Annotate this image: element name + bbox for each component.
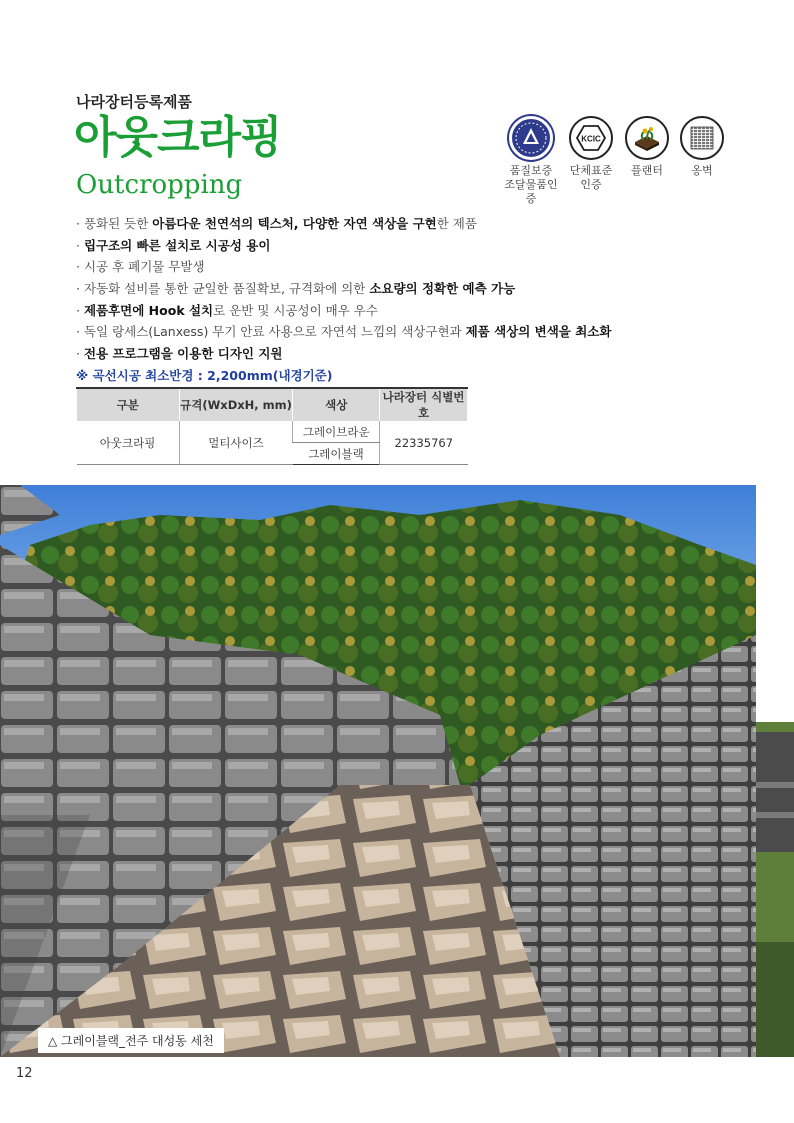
cert-retaining-wall-label: 옹벽 <box>691 164 713 177</box>
feature-list <box>76 213 676 387</box>
table-header-row <box>77 388 468 421</box>
spec-table <box>76 387 468 465</box>
planter-icon <box>625 116 669 160</box>
cert-quality <box>500 116 562 206</box>
retaining-wall-icon <box>680 116 724 160</box>
secondary-photo <box>756 722 794 1057</box>
color-cell: 그레이브라운 <box>293 421 380 443</box>
curve-radius-note: ※ 곡선시공 최소반경 : 2,200mm(내경기준) <box>76 367 333 383</box>
cert-planter <box>620 116 674 178</box>
category-subtitle: 나라장터등록제품 <box>76 93 192 111</box>
product-title-korean: 아웃크라핑 <box>74 112 282 163</box>
feature-item: · 풍화된 듯한 아름다운 천연석의 텍스처, 다양한 자연 색상을 구현한 제품 <box>76 216 477 231</box>
table-header: 규격(WxDxH, mm) <box>179 388 293 421</box>
feature-item: · 시공 후 폐기물 무발생 <box>76 259 205 275</box>
feature-item: · 제품후면에 Hook 설치로 운반 및 시공성이 매우 우수 <box>76 302 378 318</box>
feature-item: · 전용 프로그램을 이용한 디자인 지원 <box>76 346 283 362</box>
installation-photo <box>0 485 756 1057</box>
cert-quality-label-2: 조달물품인증 <box>504 178 558 205</box>
table-header: 색상 <box>293 388 380 421</box>
quality-cert-icon <box>509 116 553 160</box>
cert-standard-label-2: 인증 <box>580 178 602 191</box>
cert-quality-label-1: 품질보증 <box>509 164 553 177</box>
product-name-cell: 아웃크라핑 <box>77 421 180 465</box>
photo-caption: △ 그레이블랙_전주 대성동 세천 <box>38 1028 224 1053</box>
certification-badges <box>500 116 730 205</box>
cert-planter-label: 플랜터 <box>631 164 663 177</box>
feature-item: · 독일 랑세스(Lanxess) 무기 안료 사용으로 자연석 느낌의 색상구현과 제품 색상의 변색을 최소화 <box>76 324 612 340</box>
id-number-cell: 22335767 <box>380 421 468 465</box>
cert-standard <box>566 116 616 192</box>
kcic-logo-text: KCIC <box>581 134 601 144</box>
product-title-english: Outcropping <box>76 170 243 200</box>
page-number: 12 <box>16 1066 33 1081</box>
kcic-icon <box>569 116 613 160</box>
feature-item: · 자동화 설비를 통한 균일한 품질확보, 규격화에 의한 소요량의 정확한 예측 가능 <box>76 281 516 297</box>
cert-standard-label-1: 단체표준 <box>569 164 613 177</box>
feature-item: · 립구조의 빠른 설치로 시공성 용이 <box>76 237 271 253</box>
table-row <box>77 421 468 443</box>
cert-retaining-wall <box>676 116 728 178</box>
table-header: 구분 <box>77 388 180 421</box>
size-cell: 멀티사이즈 <box>179 421 293 465</box>
color-cell: 그레이블랙 <box>293 443 380 465</box>
table-header: 나라장터 식별번호 <box>380 388 468 421</box>
